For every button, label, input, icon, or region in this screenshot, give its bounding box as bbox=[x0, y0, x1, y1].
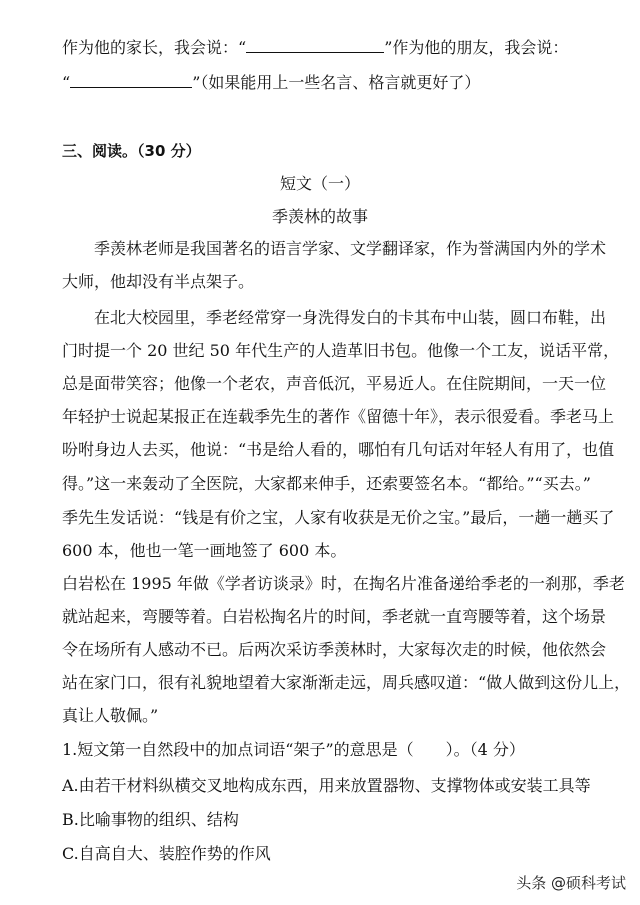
answer-blank-parent[interactable] bbox=[246, 38, 384, 53]
fill-blank-parent-prefix: 作为他的家长，我会说：“ bbox=[62, 38, 247, 57]
question-option-b[interactable]: B.比喻事物的组织、结构 bbox=[62, 810, 239, 829]
passage-line: 大师，他却没有半点架子。 bbox=[62, 272, 255, 291]
passage-line: 季先生发话说：“钱是有价之宝，人家有收获是无价之宝。”最后，一趟一趟买了 bbox=[62, 508, 615, 527]
passage-label: 短文（一） bbox=[279, 174, 360, 193]
fill-blank-friend-prefix: “ bbox=[62, 73, 71, 92]
fill-blank-line-friend bbox=[62, 73, 480, 95]
passage-line: 站在家门口，很有礼貌地望着大家渐渐走远，周兵感叹道：“做人做到这份儿上， bbox=[62, 673, 631, 692]
question-option-a[interactable]: A.由若干材料纵横交叉地构成东西，用来放置器物、支撑物体或安装工具等 bbox=[62, 776, 591, 795]
passage-title: 季羡林的故事 bbox=[271, 207, 368, 226]
fill-blank-line-parent bbox=[62, 38, 568, 60]
section-heading: 三、阅读。（30 分） bbox=[62, 142, 201, 160]
passage-line: 600 本，他也一笔一画地签了 600 本。 bbox=[62, 541, 347, 560]
passage-line: 总是面带笑容；他像一个老农，声音低沉，平易近人。在住院期间，一天一位 bbox=[62, 374, 607, 393]
passage-line: 令在场所有人感动不已。后两次采访季羡林时，大家每次走的时候，他依然会 bbox=[62, 640, 607, 659]
passage-line: 白岩松在 1995 年做《学者访谈录》时，在掏名片准备递给季老的一刹那，季老 bbox=[62, 574, 625, 593]
passage-line: 得。”这一来轰动了全医院，大家都来伸手，还索要签名本。“都给。”“买去。” bbox=[62, 474, 591, 493]
passage-line: 年轻护士说起某报正在连载季先生的著作《留德十年》，表示很爱看。季老马上 bbox=[62, 407, 615, 426]
passage-line: 就站起来，弯腰等着。白岩松掏名片的时间，季老就一直弯腰等着，这个场景 bbox=[62, 607, 607, 626]
fill-blank-friend-suffix: ”（如果能用上一些名言、格言就更好了） bbox=[192, 73, 481, 92]
passage-line: 吩咐身边人去买，他说：“书是给人看的，哪怕有几句话对年轻人有用了，也值 bbox=[62, 440, 615, 459]
passage-line: 在北大校园里，季老经常穿一身洗得发白的卡其布中山装，圆口布鞋，出 bbox=[94, 308, 607, 327]
watermark-text: 头条 @硕科考试 bbox=[516, 874, 626, 892]
passage-line: 季羡林老师是我国著名的语言学家、文学翻译家，作为誉满国内外的学术 bbox=[94, 239, 607, 258]
passage-line: 真让人敬佩。” bbox=[62, 706, 159, 725]
question-option-c[interactable]: C.自高自大、装腔作势的作风 bbox=[62, 844, 271, 863]
fill-blank-parent-suffix: ”作为他的朋友，我会说： bbox=[384, 38, 569, 57]
question-stem: 1.短文第一自然段中的加点词语“架子”的意思是（ ）。（4 分） bbox=[62, 740, 525, 759]
passage-line: 门时提一个 20 世纪 50 年代生产的人造革旧书包。他像一个工友，说话平常， bbox=[62, 341, 620, 360]
answer-blank-friend[interactable] bbox=[70, 73, 192, 88]
